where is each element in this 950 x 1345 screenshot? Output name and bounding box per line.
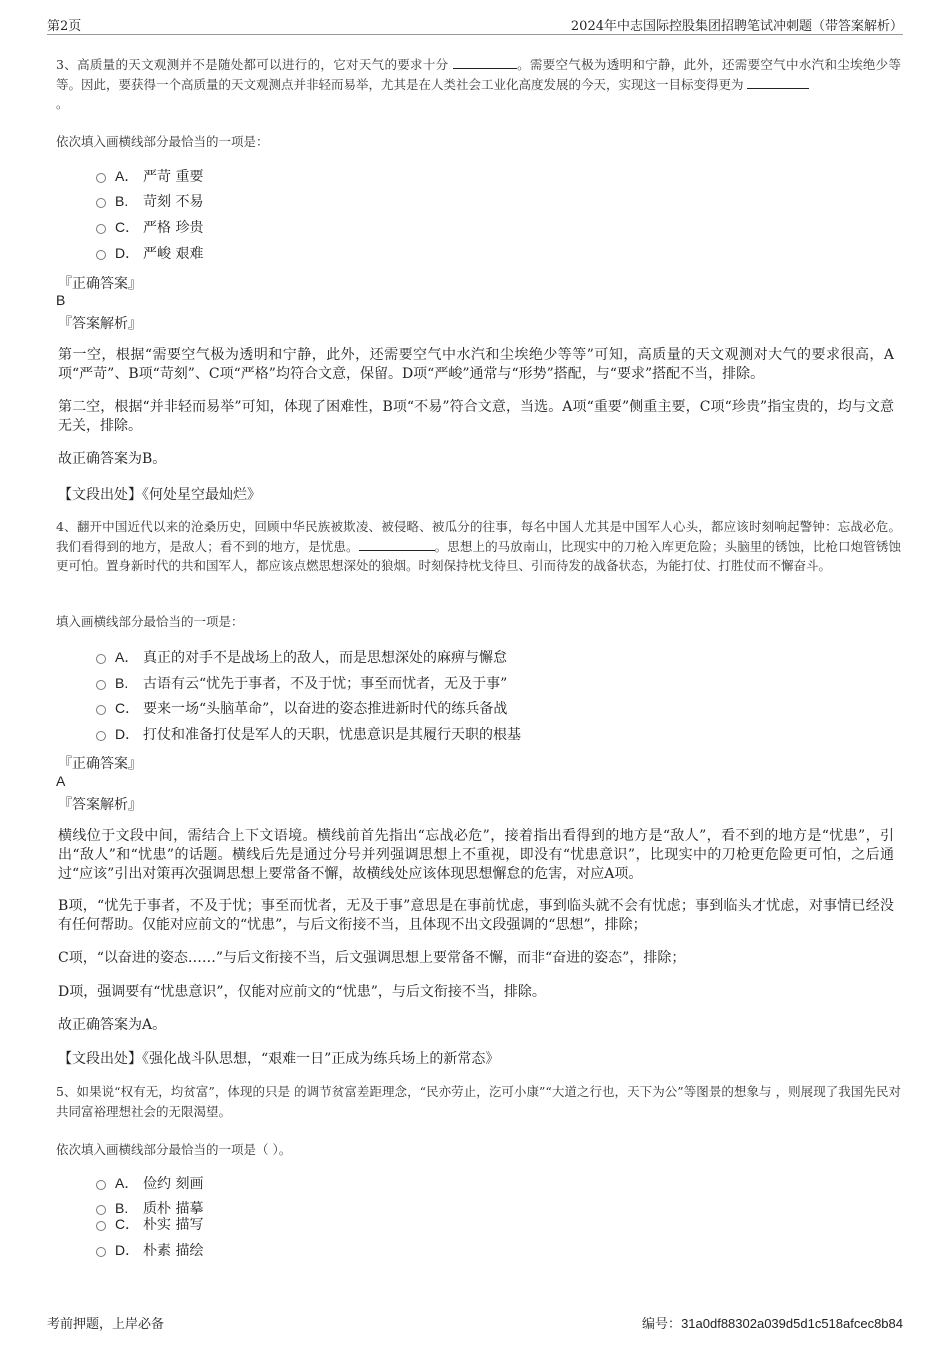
answer-label: 『正确答案』 [58, 756, 142, 772]
radio-icon[interactable] [96, 680, 106, 690]
question-5-option-c[interactable]: C． 朴实 描写 [96, 1214, 203, 1234]
analysis-paragraph: B项，“忧先于事者，不及于忧；事至而忧者，无及于事”意思是在事前忧虑，事到临头就不会有忧虑；事到临头才忧虑，对事情已经没有任何帮助。仅能对应前文的“忧患”，与后文衔接不当，且体现不出文段强调的“思想”，排除； [58, 898, 894, 933]
question-4-stem: 4、翻开中国近代以来的沧桑历史，回顾中华民族被欺凌、被侵略、被瓜分的往事，每名中国人尤其是中国军人心头，都应该时刻响起警钟：忘战必危。我们看得到的地方，是敌人；看不到的地方，是忧患。 。思想上的马放南山，比现实中的刀枪入库更危险；头脑里的锈蚀，比枪口炮管锈蚀更可怕。置身新时代的共和国军人，都应该点燃思想深处的狼烟。时刻保持枕戈待旦、引而待发的战备状态，为能打仗、打胜仗而不懈奋斗。 [56, 519, 901, 573]
footer-slogan: 考前押题，上岸必备 [47, 1317, 165, 1332]
radio-icon[interactable] [96, 654, 106, 664]
radio-icon[interactable] [96, 224, 106, 234]
answer-value: A [56, 773, 66, 789]
document-code: 编号：31a0df88302a039d5d1c518afcec8b84 [642, 1316, 903, 1332]
fill-blank [359, 538, 435, 551]
radio-icon[interactable] [96, 705, 106, 715]
analysis-label: 『答案解析』 [58, 797, 142, 813]
radio-icon[interactable] [96, 250, 106, 260]
fill-blank [453, 56, 517, 69]
radio-icon[interactable] [96, 1180, 106, 1190]
question-5-stem: 5、如果说“权有无，均贫富”，体现的只是 的调节贫富差距理念，“民亦劳止，汔可小康”“大道之行也，天下为公”等图景的想象与 ，则展现了我国先民对共同富裕理想社会的无限渴望。 [56, 1084, 901, 1119]
analysis-paragraph: 第二空，根据“并非轻而易举”可知，体现了困难性，B项“不易”符合文意，当选。A项“重要”侧重主要，C项“珍贵”指宝贵的，均与文意无关，排除。 [58, 399, 894, 434]
question-5-option-d[interactable]: D． 朴素 描绘 [96, 1240, 203, 1260]
question-3-option-c[interactable]: C． 严格 珍贵 [96, 217, 203, 237]
question-3-option-a[interactable]: A． 严苛 重要 [96, 166, 203, 186]
question-5-option-a[interactable]: A． 俭约 刻画 [96, 1173, 203, 1193]
analysis-paragraph: C项，“以奋进的姿态……”与后文衔接不当，后文强调思想上要常备不懈，而非“奋进的姿态”，排除； [58, 950, 686, 966]
question-4-option-c[interactable]: C． 要来一场“头脑革命”，以奋进的姿态推进新时代的练兵备战 [96, 698, 507, 718]
analysis-conclusion: 故正确答案为B。 [58, 451, 167, 467]
question-4-option-a[interactable]: A． 真正的对手不是战场上的敌人，而是思想深处的麻痹与懈怠 [96, 647, 507, 667]
document-title: 2024年中志国际控股集团招聘笔试冲刺题（带答案解析） [570, 19, 903, 34]
analysis-label: 『答案解析』 [58, 316, 142, 332]
analysis-conclusion: 故正确答案为A。 [58, 1017, 167, 1033]
radio-icon[interactable] [96, 1247, 106, 1257]
question-4-option-b[interactable]: B. 古语有云“忧先于事者，不及于忧；事至而忧者，无及于事” [96, 673, 507, 693]
question-3-stem: 3、高质量的天文观测并不是随处都可以进行的，它对天气的要求十分 。需要空气极为透明和宁静，此外，还需要空气中水汽和尘埃绝少等等。因此，要获得一个高质量的天文观测点并非轻而易举，尤其是在人类社会工业化高度发展的今天，实现这一目标变得更为 。 [56, 57, 901, 111]
radio-icon[interactable] [96, 731, 106, 741]
radio-icon[interactable] [96, 198, 106, 208]
question-4-option-d[interactable]: D． 打仗和准备打仗是军人的天职，忧患意识是其履行天职的根基 [96, 724, 521, 744]
answer-label: 『正确答案』 [58, 276, 142, 292]
question-3-option-d[interactable]: D． 严峻 艰难 [96, 243, 203, 263]
answer-value: B [56, 292, 66, 308]
question-3-option-b[interactable]: B. 苛刻 不易 [96, 191, 203, 211]
question-5-prompt: 依次填入画横线部分最恰当的一项是（ ）。 [56, 1142, 292, 1157]
page-number: 第2页 [47, 19, 82, 34]
source-citation: 【文段出处】《强化战斗队思想，“艰难一日”正成为练兵场上的新常态》 [58, 1051, 500, 1067]
radio-icon[interactable] [96, 1221, 106, 1231]
radio-icon[interactable] [96, 173, 106, 183]
fill-blank [747, 76, 809, 89]
question-5-option-b[interactable]: B. 质朴 描摹 [96, 1198, 203, 1218]
source-citation: 【文段出处】《何处星空最灿烂》 [58, 487, 261, 503]
page-header [47, 14, 903, 35]
analysis-paragraph: 第一空，根据“需要空气极为透明和宁静，此外，还需要空气中水汽和尘埃绝少等等”可知，高质量的天文观测对大气的要求很高，A项“严苛”、B项“苛刻”、C项“严格”均符合文意，保留。D项“严峻”通常与“形势”搭配，与“要求”搭配不当，排除。 [58, 347, 894, 382]
question-4-prompt: 填入画横线部分最恰当的一项是： [56, 614, 244, 629]
analysis-paragraph: 横线位于文段中间，需结合上下文语境。横线前首先指出“忘战必危”，接着指出看得到的地方是“敌人”，看不到的地方是“忧患”，引出“敌人”和“忧患”的话题。横线后先是通过分号并列强调思想上不重视，即没有“忧患意识”，比现实中的刀枪更危险更可怕，之后通过“应该”引出对策再次强调思想上要常备不懈，故横线处应该体现思想懈怠的危害，对应A项。 [58, 828, 894, 882]
analysis-paragraph: D项，强调要有“忧患意识”，仅能对应前文的“忧患”，与后文衔接不当，排除。 [58, 984, 546, 1000]
question-3-prompt: 依次填入画横线部分最恰当的一项是： [56, 134, 269, 149]
